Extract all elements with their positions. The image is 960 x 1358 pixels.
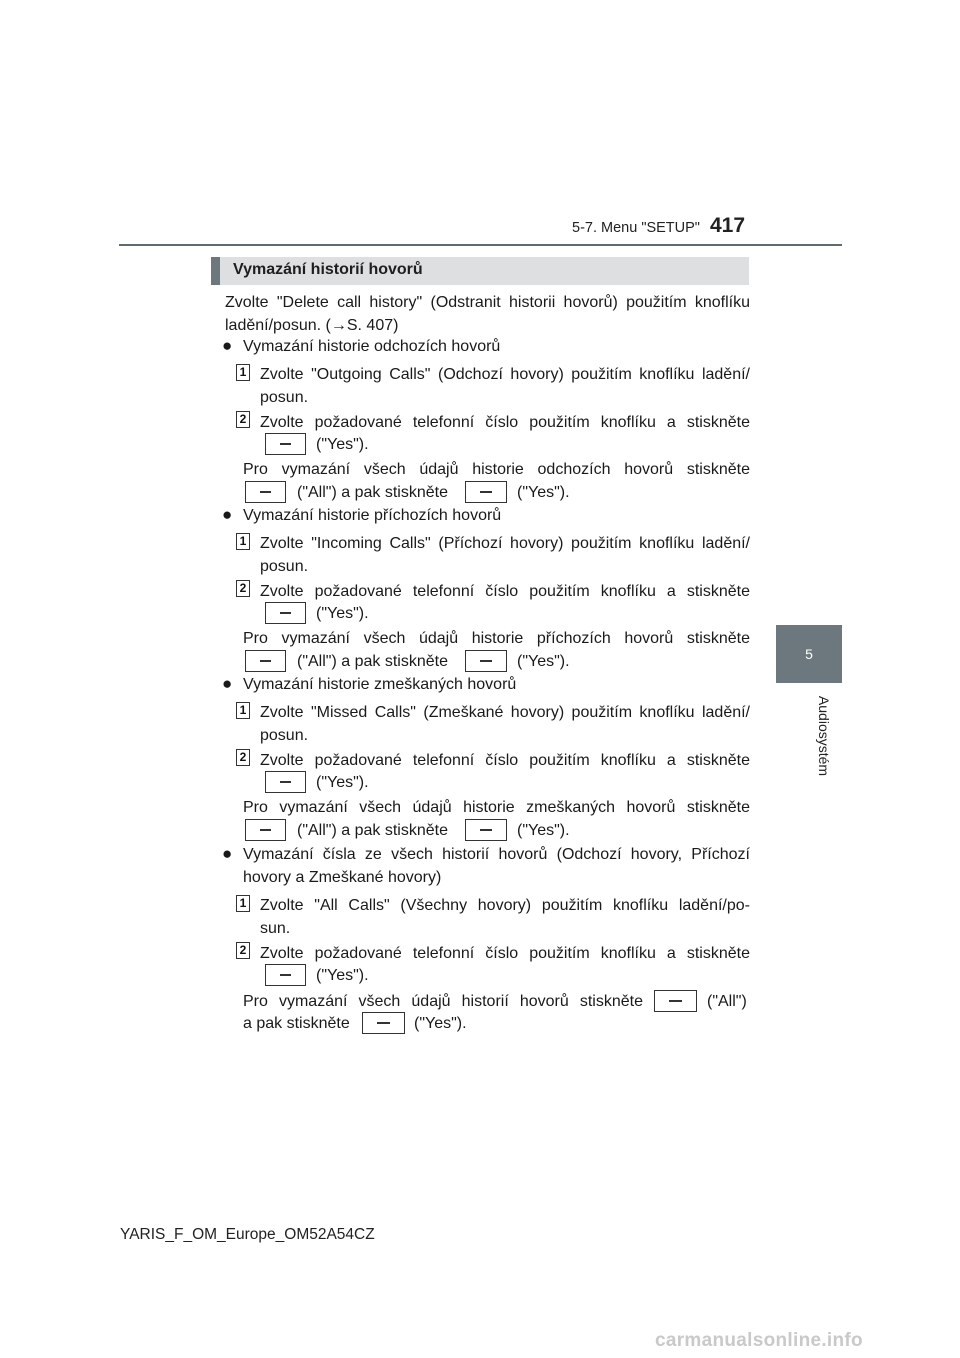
step-text: sun. [260, 920, 291, 937]
delete-all-text: Pro vymazání všech údajů historie zmeškaných hovorů stiskněte [243, 799, 750, 816]
step-text: ("Yes"). [316, 774, 369, 791]
bullet-icon: ● [222, 844, 233, 863]
intro-line-2: ladění/posun. (→S. 407) [225, 317, 399, 334]
yes-button-icon [265, 433, 306, 455]
group-title: Vymazání historie odchozích hovorů [243, 338, 501, 355]
all-button-icon [245, 650, 286, 672]
yes-button-icon [465, 819, 507, 841]
delete-all-text: ("All") a pak stiskněte [297, 653, 448, 670]
chapter-tab-label [806, 690, 836, 790]
yes-button-icon [465, 650, 507, 672]
section-header: 5-7. Menu "SETUP" [572, 220, 700, 236]
step-text: Zvolte požadované telefonní číslo použitím knoflíku a stiskněte [260, 583, 750, 600]
delete-all-text: Pro vymazání všech údajů historie odchozích hovorů stiskněte [243, 461, 750, 478]
step-text: posun. [260, 389, 309, 406]
step-number-icon: 1 [236, 364, 250, 381]
section-heading [211, 257, 749, 285]
group-title: hovory a Zmeškané hovory) [243, 869, 442, 886]
step-text: ("Yes"). [316, 605, 369, 622]
intro-line-1: Zvolte "Delete call history" (Odstranit historii hovorů) použitím knoflíku [225, 294, 750, 311]
yes-button-icon [265, 602, 306, 624]
step-number-icon: 1 [236, 533, 250, 550]
page-number: 417 [710, 214, 746, 237]
step-number-icon: 2 [236, 580, 250, 597]
chapter-tab [776, 625, 842, 683]
chapter-number: 5 [805, 646, 813, 662]
step-text: posun. [260, 558, 309, 575]
step-text: ("Yes"). [316, 967, 369, 984]
yes-button-icon [265, 964, 306, 986]
watermark: carmanualsonline.info [655, 1330, 863, 1351]
step-number-icon: 1 [236, 702, 250, 719]
yes-button-icon [362, 1012, 405, 1034]
all-button-icon [245, 819, 286, 841]
step-text: Zvolte "All Calls" (Všechny hovory) použitím knoflíku ladění/po- [260, 897, 750, 914]
delete-all-text: ("Yes"). [517, 822, 570, 839]
delete-all-text: ("Yes"). [414, 1015, 467, 1032]
chapter-label: Audiosystém [816, 695, 832, 777]
delete-all-text: ("All") a pak stiskněte [297, 822, 448, 839]
step-text: ("Yes"). [316, 436, 369, 453]
all-button-icon [245, 481, 286, 503]
bullet-icon: ● [222, 336, 233, 355]
delete-all-text: ("Yes"). [517, 653, 570, 670]
bullet-icon: ● [222, 674, 233, 693]
all-button-icon [654, 990, 697, 1012]
step-text: Zvolte "Outgoing Calls" (Odchozí hovory) použitím knoflíku ladění/ [260, 366, 750, 383]
step-number-icon: 2 [236, 411, 250, 428]
delete-all-text: ("Yes"). [517, 484, 570, 501]
group-title: Vymazání historie zmeškaných hovorů [243, 676, 517, 693]
bullet-icon: ● [222, 505, 233, 524]
delete-all-text: Pro vymazání všech údajů historie příchozích hovorů stiskněte [243, 630, 750, 647]
yes-button-icon [265, 771, 306, 793]
step-text: Zvolte "Missed Calls" (Zmeškané hovory) použitím knoflíku ladění/ [260, 704, 750, 721]
step-text: Zvolte "Incoming Calls" (Příchozí hovory) použitím knoflíku ladění/ [260, 535, 750, 552]
delete-all-text: a pak stiskněte [243, 1015, 350, 1032]
delete-all-text: Pro vymazání všech údajů historií hovorů stiskněte [243, 993, 643, 1010]
header-rule [119, 244, 842, 246]
group-title: Vymazání historie příchozích hovorů [243, 507, 502, 524]
step-number-icon: 2 [236, 942, 250, 959]
step-text: Zvolte požadované telefonní číslo použitím knoflíku a stiskněte [260, 752, 750, 769]
step-text: Zvolte požadované telefonní číslo použitím knoflíku a stiskněte [260, 945, 750, 962]
step-text: Zvolte požadované telefonní číslo použitím knoflíku a stiskněte [260, 414, 750, 431]
delete-all-text: ("All") [707, 993, 747, 1010]
yes-button-icon [465, 481, 507, 503]
step-number-icon: 2 [236, 749, 250, 766]
step-text: posun. [260, 727, 309, 744]
group-title: Vymazání čísla ze všech historií hovorů (Odchozí hovory, Příchozí [243, 846, 750, 863]
delete-all-text: ("All") a pak stiskněte [297, 484, 448, 501]
document-code: YARIS_F_OM_Europe_OM52A54CZ [120, 1226, 375, 1243]
section-title: Vymazání historií hovorů [233, 261, 423, 278]
step-number-icon: 1 [236, 895, 250, 912]
